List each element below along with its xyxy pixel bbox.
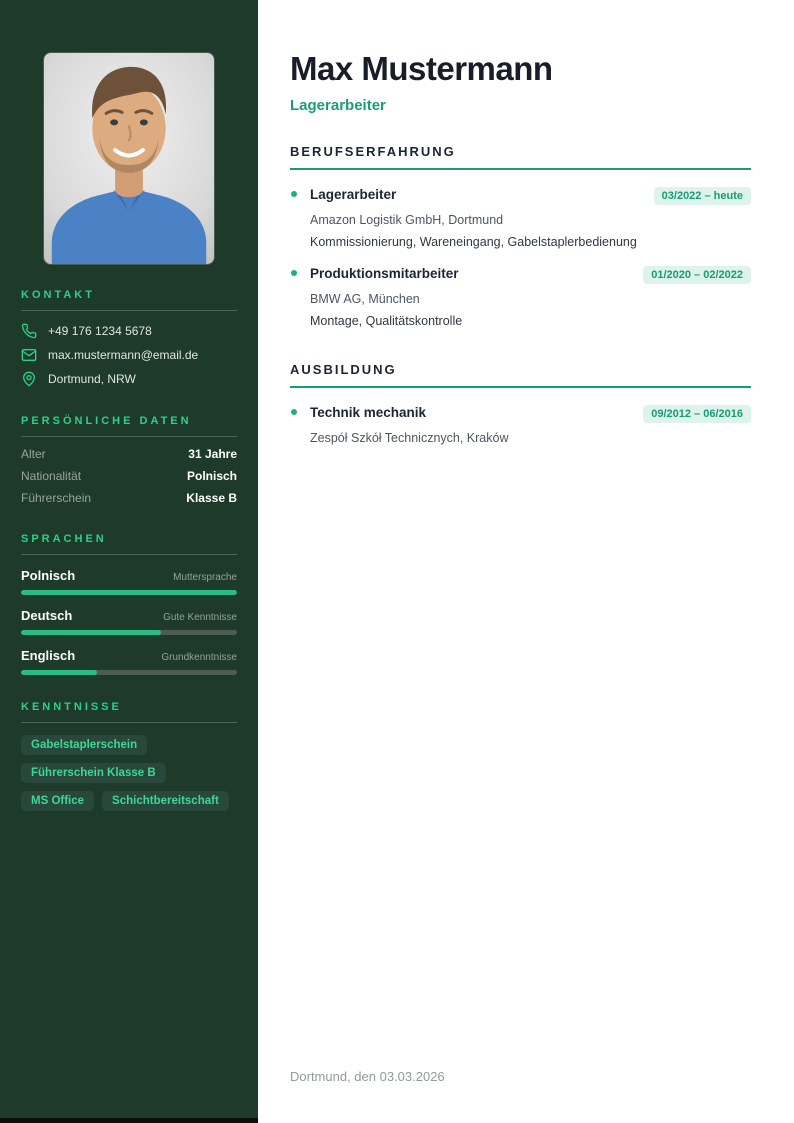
contact-list: [21, 323, 237, 387]
language-name: Deutsch: [21, 608, 73, 623]
languages-section: [21, 533, 237, 675]
language-progress-bar: [21, 590, 237, 595]
entry-bullet-icon: [291, 191, 297, 197]
contact-section: [21, 289, 237, 387]
main-content: [258, 0, 794, 1123]
entry-date-badge: 09/2012 – 06/2016: [643, 405, 751, 423]
language-item-deutsch: [21, 608, 237, 635]
divider: [21, 554, 237, 555]
language-level: Grundkenntnisse: [161, 652, 237, 663]
person-name: Max Mustermann: [290, 50, 553, 87]
personal-data-heading: PERSÖNLICHE DATEN: [21, 415, 192, 427]
mail-icon: [21, 347, 37, 363]
skill-tag: Schichtbereitschaft: [102, 791, 229, 811]
contact-email-text: max.mustermann@email.de: [48, 348, 199, 362]
location-pin-icon: [21, 371, 37, 387]
person-job-title: Lagerarbeiter: [290, 96, 386, 114]
language-list: [21, 568, 237, 675]
personal-data-rows: [21, 447, 237, 505]
experience-section: [290, 144, 751, 328]
entry-description: Montage, Qualitätskontrolle: [310, 313, 463, 328]
entry-title: Lagerarbeiter: [310, 186, 397, 202]
language-progress-bar: [21, 670, 97, 675]
skills-section: [21, 701, 237, 811]
experience-heading: BERUFSERFAHRUNG: [290, 144, 751, 170]
sidebar-bottom-strip: [0, 1118, 258, 1123]
data-label: Alter: [21, 447, 46, 461]
profile-photo: [43, 52, 215, 265]
data-label: Nationalität: [21, 469, 82, 483]
entry-company: BMW AG, München: [310, 291, 420, 306]
data-row-drivers-license: [21, 491, 237, 505]
education-entry: [290, 405, 751, 445]
entry-title: Technik mechanik: [310, 404, 427, 420]
skills-heading: KENNTNISSE: [21, 701, 122, 713]
skill-tag: Gabelstaplerschein: [21, 735, 147, 755]
contact-heading: KONTAKT: [21, 289, 95, 301]
contact-location-text: Dortmund, NRW: [48, 372, 136, 386]
contact-location: [21, 371, 237, 387]
data-row-nationality: [21, 469, 237, 483]
languages-heading: SPRACHEN: [21, 533, 107, 545]
skill-tag: MS Office: [21, 791, 94, 811]
language-item-polnisch: [21, 568, 237, 595]
profile-photo-illustration: [44, 53, 214, 264]
entry-title: Produktionsmitarbeiter: [310, 265, 459, 281]
document-footer: Dortmund, den 03.03.2026: [290, 1069, 445, 1084]
contact-phone-text: +49 176 1234 5678: [48, 324, 152, 338]
education-section: [290, 362, 751, 445]
contact-email: [21, 347, 237, 363]
entry-date-badge: 03/2022 – heute: [654, 187, 751, 205]
language-level: Muttersprache: [173, 572, 237, 583]
experience-entry: [290, 187, 751, 249]
contact-phone: [21, 323, 237, 339]
skill-tags: [21, 735, 237, 811]
divider: [21, 310, 237, 311]
entry-school: Zespół Szkół Technicznych, Kraków: [310, 430, 509, 445]
entry-bullet-icon: [291, 270, 297, 276]
data-label: Führerschein: [21, 491, 92, 505]
language-progress-track: [21, 590, 237, 595]
entry-company: Amazon Logistik GmbH, Dortmund: [310, 212, 504, 227]
language-progress-track: [21, 670, 237, 675]
entry-description: Kommissionierung, Wareneingang, Gabelstaplerbedienung: [310, 234, 637, 249]
divider: [21, 722, 237, 723]
language-progress-track: [21, 630, 237, 635]
skill-tag: Führerschein Klasse B: [21, 763, 166, 783]
language-name: Polnisch: [21, 568, 76, 583]
language-level: Gute Kenntnisse: [163, 612, 237, 623]
education-heading: AUSBILDUNG: [290, 362, 751, 388]
data-value: Klasse B: [186, 491, 237, 505]
language-name: Englisch: [21, 648, 76, 663]
data-row-age: [21, 447, 237, 461]
entry-bullet-icon: [291, 409, 297, 415]
data-value: 31 Jahre: [188, 447, 237, 461]
language-progress-bar: [21, 630, 161, 635]
language-item-englisch: [21, 648, 237, 675]
divider: [21, 436, 237, 437]
experience-entry: [290, 266, 751, 328]
personal-data-section: [21, 415, 237, 505]
data-value: Polnisch: [186, 469, 237, 483]
sidebar: [0, 0, 258, 1123]
phone-icon: [21, 323, 37, 339]
entry-date-badge: 01/2020 – 02/2022: [643, 266, 751, 284]
